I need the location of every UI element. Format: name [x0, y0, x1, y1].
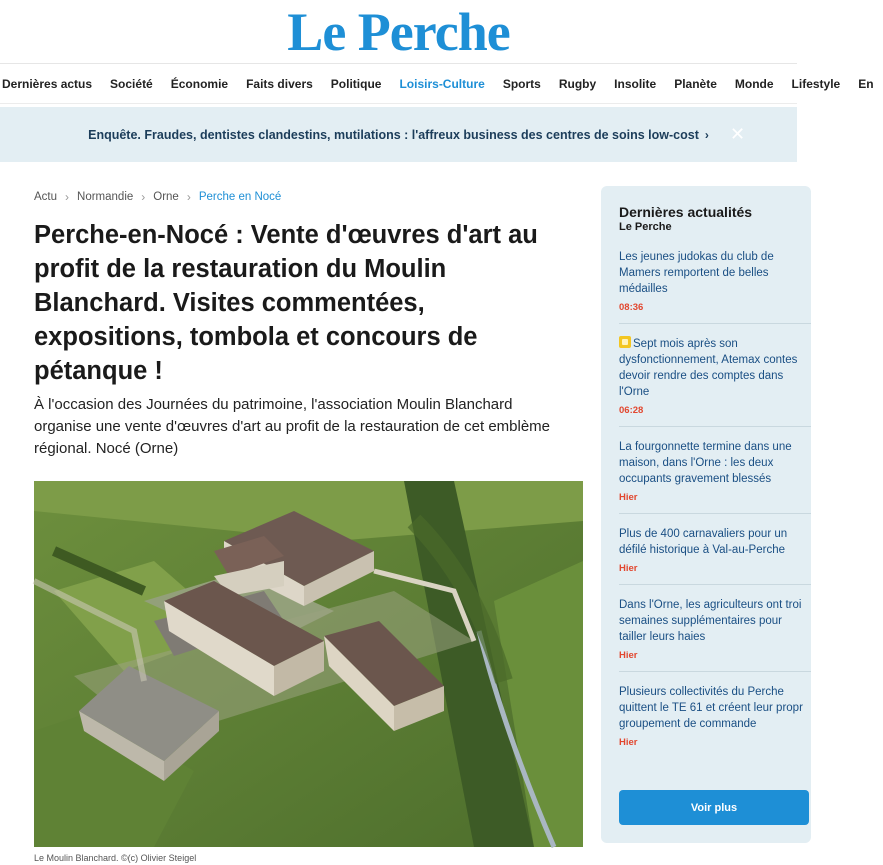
nav-item[interactable]: Dernières actus — [2, 76, 93, 91]
news-timestamp: Hier — [619, 737, 638, 748]
breadcrumb-item[interactable]: Orne — [153, 191, 179, 203]
news-headline-line — [619, 281, 811, 297]
news-headline-line — [619, 439, 811, 455]
news-headline-line — [619, 471, 811, 487]
close-icon[interactable]: ✕ — [730, 124, 746, 144]
sidebar-news-item[interactable] — [619, 426, 811, 513]
news-headline-line — [619, 249, 811, 265]
nav-item[interactable]: Insolite — [614, 76, 657, 91]
article-photo[interactable] — [34, 481, 583, 847]
photo-caption: Le Moulin Blanchard. ©(c) Olivier Steigel — [34, 853, 197, 863]
news-timestamp: 06:28 — [619, 405, 644, 416]
news-headline-line — [619, 455, 811, 471]
headline-text: occupants gravement blessés — [619, 473, 772, 485]
see-more-button[interactable]: Voir plus — [619, 790, 809, 825]
article-title: Perche-en-Nocé : Vente d'œuvres d'art au profit de la restauration du Moulin Blanchard. Visites commentées, expositions, tombola et concours de pétanque ! — [34, 221, 538, 385]
headline-text: médailles — [619, 283, 668, 295]
nav-item[interactable]: Rugby — [558, 76, 597, 91]
site-logo[interactable]: Le Perche — [287, 1, 510, 62]
news-headline-line — [619, 526, 811, 542]
nav-item[interactable]: En — [858, 76, 874, 91]
breadcrumb-item[interactable]: Normandie — [77, 191, 134, 203]
sidebar-news-list — [619, 243, 811, 758]
headline-text: Dans l'Orne, les agriculteurs ont troi — [619, 599, 802, 611]
sidebar-news-item[interactable] — [619, 323, 811, 426]
news-headline-line — [619, 352, 811, 368]
premium-badge-icon — [619, 336, 631, 348]
banner-link[interactable]: Enquête. Fraudes, dentistes clandestins, mutilations : l'affreux business des centres de soins low-cost — [88, 127, 699, 142]
news-headline-line — [619, 700, 811, 716]
sidebar-news-item[interactable] — [619, 584, 811, 671]
nav-item[interactable]: Faits divers — [246, 76, 313, 91]
headline-text: semaines supplémentaires pour — [619, 615, 783, 627]
masthead — [0, 0, 797, 64]
news-timestamp: Hier — [619, 492, 638, 503]
news-timestamp: Hier — [619, 650, 638, 661]
chevron-right-icon: › — [65, 190, 70, 204]
nav-item[interactable]: Loisirs-Culture — [399, 76, 485, 91]
nav-item[interactable]: Économie — [170, 76, 229, 91]
breadcrumb-item[interactable]: Actu — [34, 191, 58, 203]
nav-item[interactable]: Lifestyle — [791, 76, 841, 91]
main-nav — [0, 64, 874, 104]
article-lead: À l'occasion des Journées du patrimoine, l'association Moulin Blanchard organise une vente d'œuvres d'art au profit de la restauration de cet emblème régional. Nocé (Orne) — [34, 396, 551, 457]
headline-text: dysfonctionnement, Atemax contes — [619, 354, 798, 366]
sidebar-title: Dernières actualités — [619, 204, 753, 220]
breadcrumb-item[interactable]: Perche en Nocé — [198, 191, 282, 203]
news-headline-line — [619, 716, 811, 732]
sidebar-news-item[interactable] — [619, 671, 811, 758]
news-timestamp: Hier — [619, 563, 638, 574]
news-timestamp: 08:36 — [619, 302, 644, 313]
news-headline-line — [619, 368, 811, 384]
headline-text: tailler leurs haies — [619, 631, 706, 643]
sidebar-news-item[interactable] — [619, 513, 811, 584]
headline-text: groupement de commande — [619, 718, 757, 730]
nav-item[interactable]: Planète — [674, 76, 717, 91]
news-headline-line — [619, 597, 811, 613]
news-headline-line — [619, 629, 811, 645]
headline-text: Plus de 400 carnavaliers pour un — [619, 528, 788, 540]
chevron-right-icon: › — [141, 190, 146, 204]
chevron-right-icon: › — [704, 127, 709, 142]
nav-item[interactable]: Sports — [502, 76, 541, 91]
nav-item[interactable]: Société — [110, 76, 153, 91]
headline-text: quittent le TE 61 et créent leur propr — [619, 702, 803, 714]
headline-text: Plusieurs collectivités du Perche — [619, 686, 784, 698]
headline-text: Mamers remportent de belles — [619, 267, 769, 279]
news-headline-line — [619, 384, 811, 400]
headline-text: maison, dans l'Orne : les deux — [619, 457, 774, 469]
nav-item[interactable]: Politique — [330, 76, 382, 91]
headline-text: Sept mois après son — [633, 338, 738, 350]
news-headline-line — [619, 336, 811, 352]
chevron-right-icon: › — [186, 190, 191, 204]
headline-text: Les jeunes judokas du club de — [619, 251, 774, 263]
sidebar-news-item[interactable] — [619, 243, 811, 323]
latest-news-sidebar — [601, 186, 811, 843]
breaking-news-banner[interactable] — [0, 107, 797, 162]
nav-item[interactable]: Monde — [734, 76, 774, 91]
headline-text: devoir rendre des comptes dans — [619, 370, 784, 382]
headline-text: l'Orne — [619, 386, 650, 398]
news-headline-line — [619, 542, 811, 558]
news-headline-line — [619, 265, 811, 281]
aerial-mill-image — [34, 481, 583, 847]
news-headline-line — [619, 684, 811, 700]
news-headline-line — [619, 613, 811, 629]
sidebar-subtitle: Le Perche — [619, 221, 672, 233]
headline-text: La fourgonnette termine dans une — [619, 441, 792, 453]
headline-text: défilé historique à Val-au-Perche — [619, 544, 785, 556]
breadcrumb — [34, 190, 281, 204]
